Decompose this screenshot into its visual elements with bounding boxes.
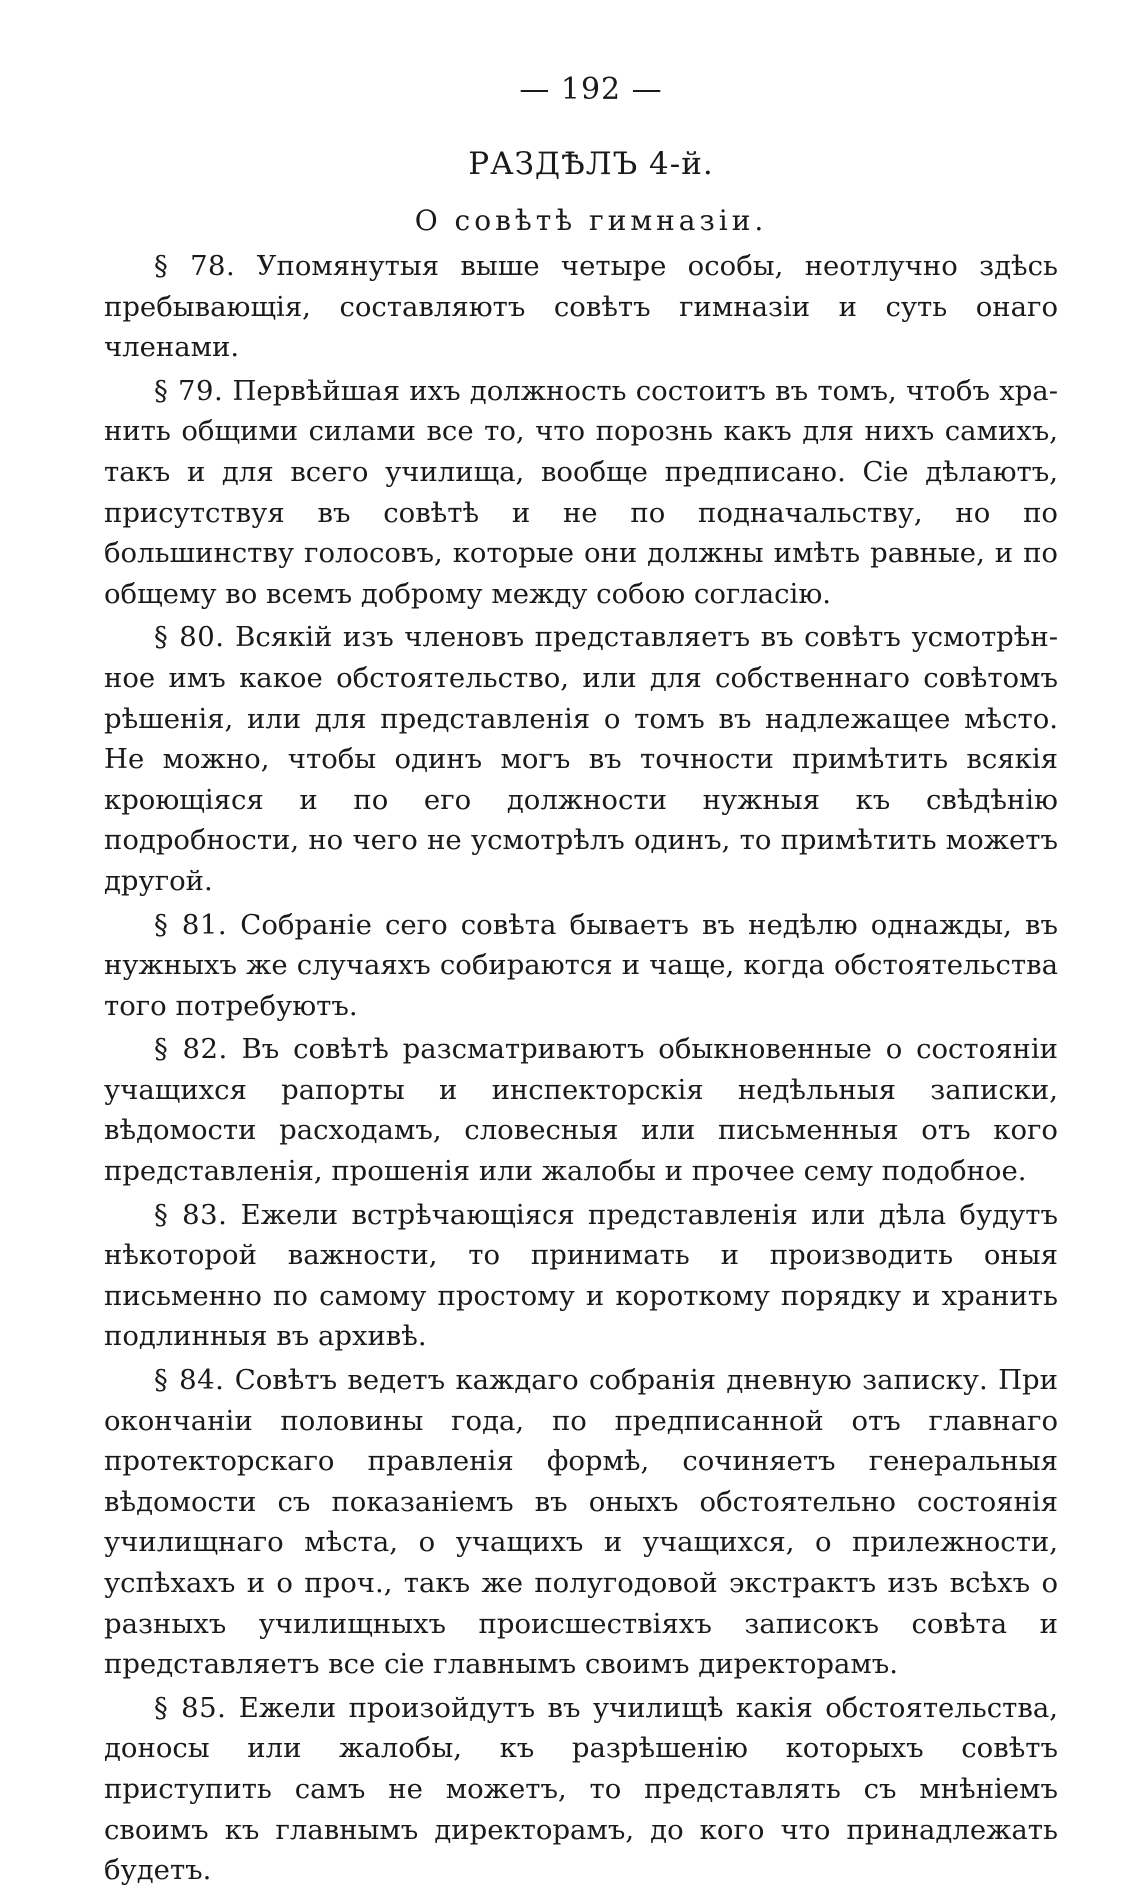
paragraph-78 (104, 246, 1058, 368)
paragraph-text: Упомянутыя выше четыре особы, неотлучно здѣсь пребывающія, составляютъ совѣтъ гимназіи и суть онаго членами. (104, 250, 1058, 364)
paragraph-number: § 83. (154, 1198, 228, 1231)
paragraph-number: § 81. (154, 908, 228, 941)
paragraph-85 (104, 1688, 1058, 1891)
paragraph-number: § 82. (154, 1033, 228, 1066)
paragraph-83 (104, 1195, 1058, 1357)
paragraph-79 (104, 371, 1058, 615)
paragraph-84 (104, 1360, 1058, 1685)
section-subtitle: О совѣтѣ гимназіи. (414, 204, 768, 237)
paragraph-number: § 78. (154, 250, 236, 282)
section-title: РАЗДѢЛЪ 4-й. (468, 146, 714, 182)
paragraph-number: § 84. (154, 1364, 225, 1397)
paragraph-text: Ежели произойдутъ въ училищѣ какія обстоятельства, доносы или жалобы, къ разрѣшенію которыхъ совѣтъ приступить самъ не можетъ, то представлять съ мнѣніемъ своимъ къ главнымъ директорамъ, до кого что принадлежать будетъ. (104, 1691, 1058, 1887)
paragraph-number: § 80. (154, 621, 225, 654)
paragraph-number: § 85. (154, 1691, 227, 1724)
paragraph-text: Ежели встрѣчающіяся представленія или дѣла будутъ нѣкоторой важности, то принимать и производить оныя письменно по самому простому и короткому порядку и хранить подлинныя въ архивѣ. (104, 1198, 1058, 1353)
paragraph-text: Совѣтъ ведетъ каждаго собранія дневную записку. При окончаніи половины года, по предписанной отъ главнаго протекторскаго правленія формѣ, сочиняетъ генеральныя вѣдомости съ показаніемъ въ оныхъ обстоятельно состоянія училищнаго мѣста, о учащихъ и учащихся, о прилежности, успѣхахъ и о проч., такъ же полугодовой экстрактъ изъ всѣхъ о разныхъ училищныхъ происшествіяхъ записокъ совѣта и представляетъ все сіе главнымъ своимъ директорамъ. (104, 1364, 1058, 1681)
page-number: — 192 — (519, 72, 663, 107)
paragraph-81 (104, 905, 1058, 1027)
paragraph-text: Въ совѣтѣ разсматриваютъ обыкновенные о состояніи учащихся рапорты и инспекторскія недѣльныя записки, вѣдомости расходамъ, словесныя или письменныя отъ кого представленія, прошенія или жалобы и прочее сему подобное. (104, 1033, 1059, 1188)
paragraph-text: Собраніе сего совѣта бываетъ въ недѣлю однажды, въ нужныхъ же случаяхъ собираются и чаще, когда обстоятельства того потребуютъ. (104, 908, 1058, 1022)
paragraph-82 (104, 1029, 1058, 1191)
paragraph-text: Всякій изъ членовъ представляетъ въ совѣтъ усмотрѣнное имъ какое обстоятельство, или для собственнаго совѣтомъ рѣшенія, или для представленія о томъ въ надлежащее мѣсто. Не можно, чтобы одинъ могъ въ точности примѣтить всякія кроющіяся и по его должности нужныя къ свѣдѣнію подробности, но чего не усмотрѣлъ одинъ, то примѣтить можетъ другой. (104, 621, 1058, 897)
paragraph-text: Первѣйшая ихъ должность состоитъ въ томъ, чтобъ хранить общими силами все то, что порознь какъ для нихъ самихъ, такъ и для всего училища, вообще предписано. Сіе дѣлаютъ, присутствуя въ совѣтѣ и не по подначальству, но по большинству голосовъ, которые они должны имѣть равные, и по общему во всемъ доброму между собою согласію. (104, 374, 1059, 610)
paragraph-number: § 79. (154, 374, 224, 407)
document-page (104, 66, 1058, 1891)
paragraph-80 (104, 617, 1058, 901)
